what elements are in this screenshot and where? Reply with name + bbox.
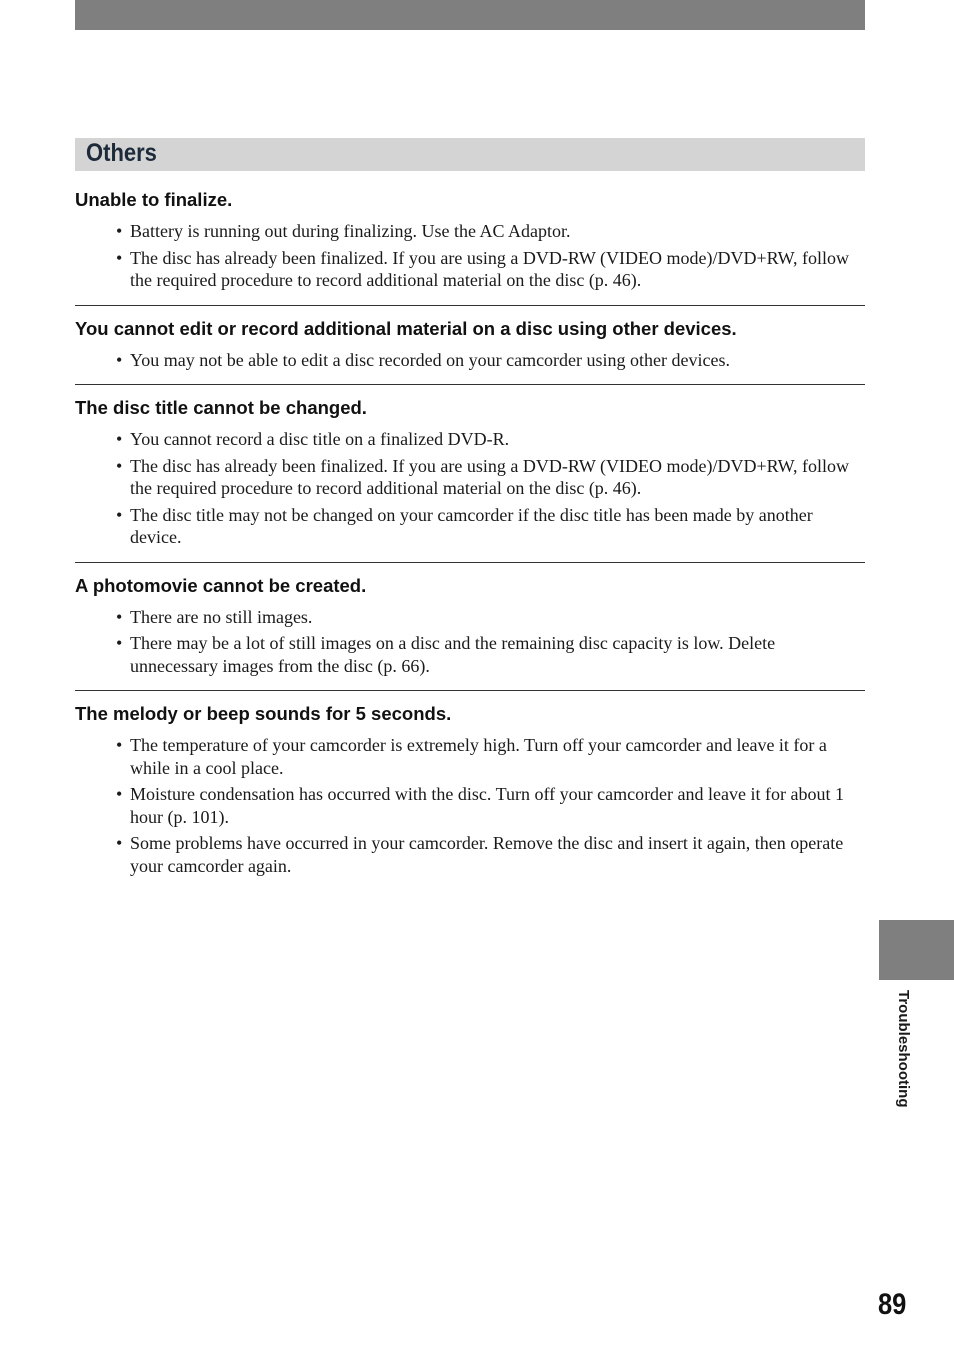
bullet-item: • Some problems have occurred in your camcorder. Remove the disc and insert it again, then operate your camcorder again. xyxy=(130,832,865,877)
section-header xyxy=(75,138,865,171)
section-title: Others xyxy=(86,139,157,167)
entry-unable-to-finalize xyxy=(75,188,865,306)
chapter-label: Troubleshooting xyxy=(895,990,912,1108)
bullet-item: • There are no still images. xyxy=(130,606,865,629)
bullet-list xyxy=(75,734,865,877)
bullet-item: • The disc has already been finalized. If you are using a DVD-RW (VIDEO mode)/DVD+RW, follow the required procedure to record additional material on the disc (p. 46). xyxy=(130,455,865,500)
bullet-item: • Moisture condensation has occurred with the disc. Turn off your camcorder and leave it for about 1 hour (p. 101). xyxy=(130,783,865,828)
bullet-list xyxy=(75,349,865,372)
bullet-item: • The disc has already been finalized. If you are using a DVD-RW (VIDEO mode)/DVD+RW, follow the required procedure to record additional material on the disc (p. 46). xyxy=(130,247,865,292)
entry-heading: You cannot edit or record additional material on a disc using other devices. xyxy=(75,317,737,339)
bullet-item: • The disc title may not be changed on your camcorder if the disc title has been made by another device. xyxy=(130,504,865,549)
entry-heading: The melody or beep sounds for 5 seconds. xyxy=(75,703,452,724)
bullet-item: • You cannot record a disc title on a finalized DVD-R. xyxy=(130,428,865,451)
bullet-list xyxy=(75,220,865,292)
bullet-item: • Battery is running out during finalizing. Use the AC Adaptor. xyxy=(130,220,865,243)
bullet-list xyxy=(75,606,865,678)
header-bar xyxy=(75,0,865,30)
entry-heading: The disc title cannot be changed. xyxy=(75,397,367,418)
entry-heading: A photomovie cannot be created. xyxy=(75,574,367,596)
entry-cannot-edit-other-devices xyxy=(75,317,865,386)
chapter-tab xyxy=(879,920,954,980)
bullet-item: • You may not be able to edit a disc recorded on your camcorder using other devices. xyxy=(130,349,865,372)
entry-photomovie-cannot-create xyxy=(75,574,865,692)
bullet-list xyxy=(75,428,865,549)
troubleshooting-content xyxy=(75,188,865,901)
page-number: 89 xyxy=(878,1288,907,1321)
bullet-item: • There may be a lot of still images on a disc and the remaining disc capacity is low. Delete unnecessary images from the disc (p. 66). xyxy=(130,632,865,677)
entry-heading: Unable to finalize. xyxy=(75,189,233,210)
bullet-item: • The temperature of your camcorder is extremely high. Turn off your camcorder and leave it for a while in a cool place. xyxy=(130,734,865,779)
entry-disc-title-cannot-change xyxy=(75,396,865,563)
entry-melody-beep xyxy=(75,702,865,890)
